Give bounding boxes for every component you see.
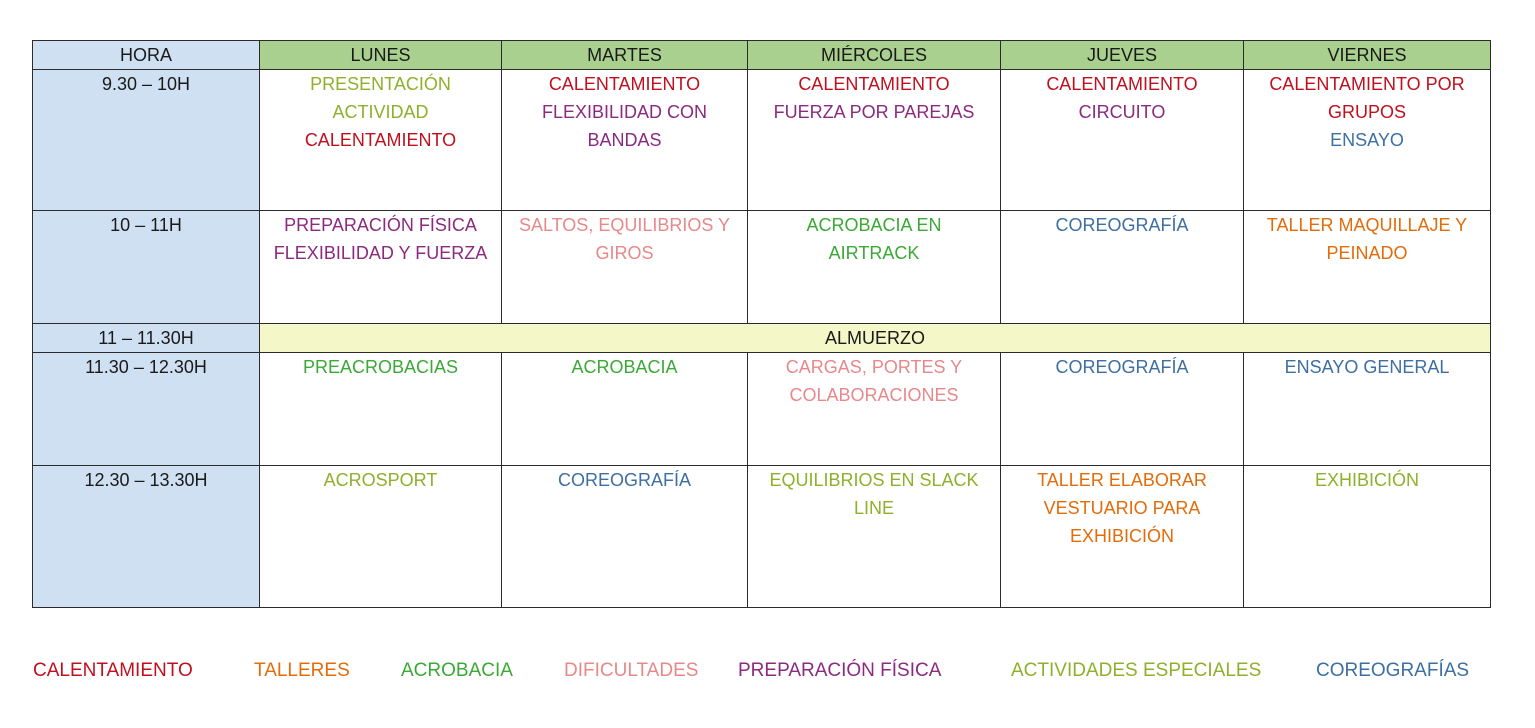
time-slot: 10 – 11H — [33, 211, 260, 324]
activity-cell — [1244, 70, 1491, 211]
time-slot: 11 – 11.30H — [33, 324, 260, 353]
activity-line: LINE — [853, 498, 895, 518]
activity-line: ACROSPORT — [323, 470, 438, 490]
activity-line: CALENTAMIENTO — [304, 130, 457, 150]
row-0930 — [33, 70, 1491, 211]
activity-cell — [1001, 211, 1244, 324]
activity-line: ENSAYO GENERAL — [1284, 357, 1450, 377]
row-1130 — [33, 353, 1491, 466]
activity-cell — [502, 466, 748, 608]
activity-cell — [748, 466, 1001, 608]
row-1000 — [33, 211, 1491, 324]
activity-line: COREOGRAFÍA — [557, 470, 691, 490]
legend-preparacion-fisica: PREPARACIÓN FÍSICA — [738, 660, 942, 681]
activity-cell — [748, 211, 1001, 324]
activity-line: CALENTAMIENTO — [548, 74, 701, 94]
activity-line: COREOGRAFÍA — [1055, 215, 1189, 235]
header-martes: MARTES — [502, 41, 748, 70]
activity-line: PEINADO — [1326, 243, 1408, 263]
activity-line: FUERZA POR PAREJAS — [773, 102, 975, 122]
header-miercoles: MIÉRCOLES — [748, 41, 1001, 70]
activity-cell — [748, 70, 1001, 211]
activity-line: CALENTAMIENTO POR — [1269, 74, 1465, 94]
activity-line: COREOGRAFÍA — [1055, 357, 1189, 377]
activity-line: EXHIBICIÓN — [1069, 526, 1175, 546]
color-legend — [0, 657, 1535, 685]
activity-line: CIRCUITO — [1078, 102, 1166, 122]
header-lunes: LUNES — [260, 41, 502, 70]
row-lunch — [33, 324, 1491, 353]
activity-line: SALTOS, EQUILIBRIOS Y — [518, 215, 731, 235]
header-hora: HORA — [33, 41, 260, 70]
lunch-break-cell: ALMUERZO — [260, 324, 1491, 353]
header-row — [33, 41, 1491, 70]
activity-line: AIRTRACK — [828, 243, 920, 263]
activity-line: EXHIBICIÓN — [1314, 470, 1420, 490]
activity-line: ACROBACIA — [571, 357, 678, 377]
header-jueves: JUEVES — [1001, 41, 1244, 70]
activity-cell — [748, 353, 1001, 466]
legend-calentamiento: CALENTAMIENTO — [33, 660, 193, 681]
time-slot: 12.30 – 13.30H — [33, 466, 260, 608]
activity-cell — [260, 70, 502, 211]
activity-line: ACTIVIDAD — [332, 102, 429, 122]
activity-line: PRESENTACIÓN — [310, 74, 451, 94]
activity-line: GRUPOS — [1327, 102, 1406, 122]
activity-line: TALLER ELABORAR — [1037, 470, 1207, 490]
activity-cell — [502, 70, 748, 211]
activity-line: TALLER MAQUILLAJE Y — [1266, 215, 1468, 235]
activity-line: PREPARACIÓN FÍSICA — [284, 215, 477, 235]
activity-line: CALENTAMIENTO — [1046, 74, 1198, 94]
activity-cell — [502, 211, 748, 324]
activity-cell — [1244, 466, 1491, 608]
activity-line: FLEXIBILIDAD CON — [541, 102, 708, 122]
activity-cell — [1001, 466, 1244, 608]
header-viernes: VIERNES — [1244, 41, 1491, 70]
activity-line: COLABORACIONES — [789, 385, 959, 405]
activity-cell — [1001, 70, 1244, 211]
activity-line: ENSAYO — [1330, 130, 1404, 150]
activity-line: CARGAS, PORTES Y — [785, 357, 963, 377]
legend-actividades-especiales: ACTIVIDADES ESPECIALES — [1011, 660, 1262, 681]
schedule-body — [33, 70, 1491, 608]
schedule-table — [32, 40, 1491, 608]
activity-line: PREACROBACIAS — [302, 357, 459, 377]
activity-line: CALENTAMIENTO — [798, 74, 950, 94]
activity-cell — [1001, 353, 1244, 466]
time-slot: 11.30 – 12.30H — [33, 353, 260, 466]
legend-coreografias: COREOGRAFÍAS — [1316, 660, 1470, 681]
activity-line: VESTUARIO PARA — [1043, 498, 1201, 518]
time-slot: 9.30 – 10H — [33, 70, 260, 211]
activity-cell — [1244, 211, 1491, 324]
activity-line: FLEXIBILIDAD Y FUERZA — [273, 243, 488, 263]
activity-cell — [260, 466, 502, 608]
row-1230 — [33, 466, 1491, 608]
activity-cell — [260, 211, 502, 324]
legend-acrobacia: ACROBACIA — [401, 660, 513, 681]
activity-cell — [260, 353, 502, 466]
activity-line: BANDAS — [587, 130, 662, 150]
legend-talleres: TALLERES — [254, 660, 350, 681]
activity-cell — [502, 353, 748, 466]
activity-line: ACROBACIA EN — [806, 215, 942, 235]
activity-line: EQUILIBRIOS EN SLACK — [769, 470, 979, 490]
legend-dificultades: DIFICULTADES — [564, 660, 699, 681]
activity-line: GIROS — [595, 243, 654, 263]
activity-cell — [1244, 353, 1491, 466]
